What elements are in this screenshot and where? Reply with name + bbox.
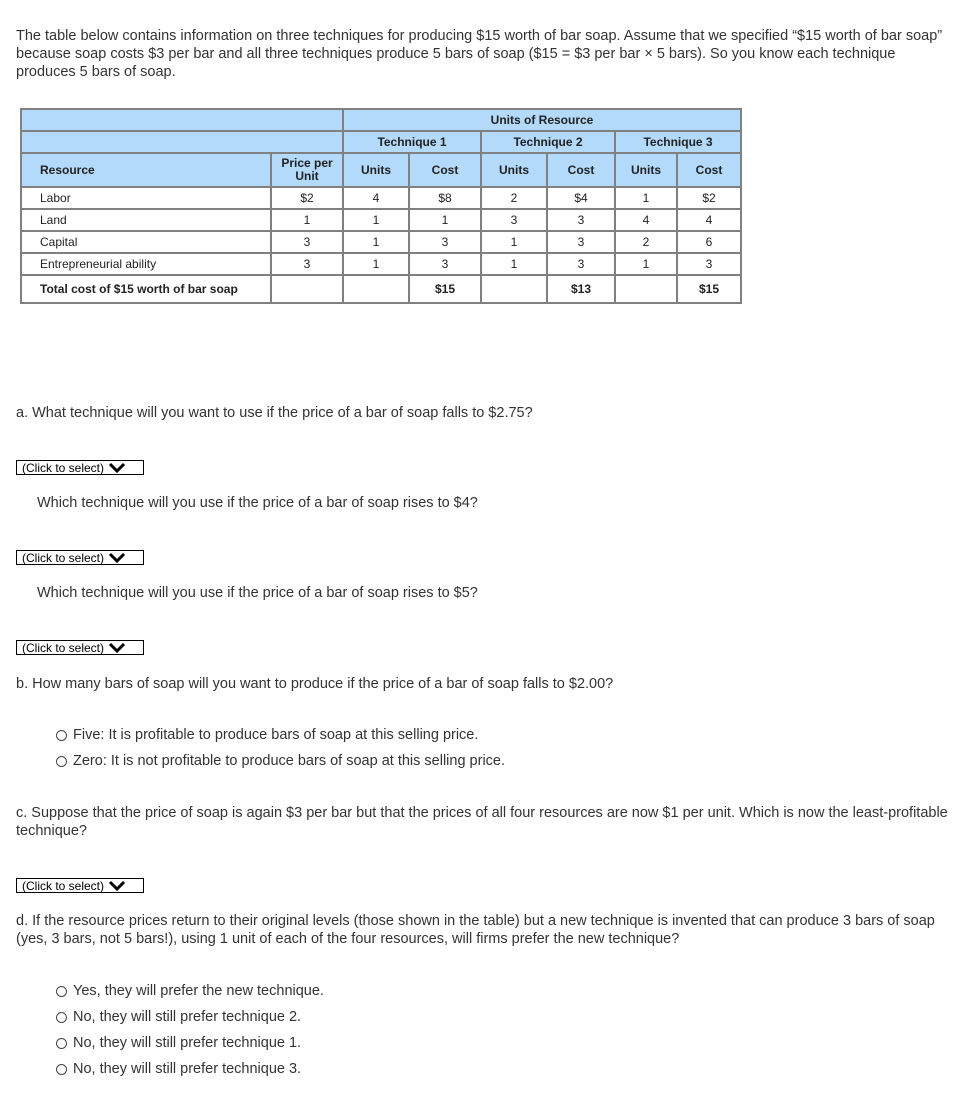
t1-units-header: Units bbox=[343, 153, 409, 187]
price-cell: 3 bbox=[271, 231, 343, 253]
resource-cell: Labor bbox=[21, 187, 271, 209]
total-t1-units-cell bbox=[343, 275, 409, 303]
t3-units-cell: 1 bbox=[615, 253, 677, 275]
header-blank bbox=[21, 109, 343, 131]
t1-cost-cell: $8 bbox=[409, 187, 481, 209]
radio-button-icon[interactable] bbox=[56, 986, 67, 997]
radio-button-icon[interactable] bbox=[56, 1064, 67, 1075]
technique-select-a-price-5[interactable] bbox=[16, 640, 144, 655]
price-cell: 3 bbox=[271, 253, 343, 275]
radio-option-d-technique-1[interactable] bbox=[56, 1034, 301, 1052]
radio-option-label: No, they will still prefer technique 3. bbox=[73, 1061, 302, 1077]
radio-option-label: Yes, they will prefer the new technique. bbox=[73, 983, 324, 999]
price-per-unit-column-header: Price per Unit bbox=[271, 153, 343, 187]
resource-cell: Entrepreneurial ability bbox=[21, 253, 271, 275]
radio-option-d-technique-3[interactable] bbox=[56, 1060, 301, 1078]
t3-cost-cell: 6 bbox=[677, 231, 741, 253]
table-row bbox=[21, 209, 741, 231]
technique-select-a-price-4[interactable] bbox=[16, 550, 144, 565]
table-row bbox=[21, 187, 741, 209]
t1-cost-cell: 3 bbox=[409, 231, 481, 253]
total-label: Total cost of $15 worth of bar soap bbox=[21, 275, 271, 303]
t3-units-cell: 2 bbox=[615, 231, 677, 253]
t2-cost-header: Cost bbox=[547, 153, 615, 187]
t1-units-cell: 1 bbox=[343, 209, 409, 231]
table-row bbox=[21, 231, 741, 253]
technique-select-a[interactable] bbox=[16, 460, 144, 475]
chevron-down-icon bbox=[108, 642, 126, 653]
radio-option-d-yes[interactable] bbox=[56, 982, 324, 1000]
t2-units-cell: 3 bbox=[481, 209, 547, 231]
chevron-down-icon bbox=[108, 462, 126, 473]
t1-units-cell: 1 bbox=[343, 231, 409, 253]
radio-option-label: No, they will still prefer technique 1. bbox=[73, 1035, 302, 1051]
t1-cost-header: Cost bbox=[409, 153, 481, 187]
t2-units-header: Units bbox=[481, 153, 547, 187]
total-t2-cost: $13 bbox=[547, 275, 615, 303]
total-t1-cost: $15 bbox=[409, 275, 481, 303]
price-cell: 1 bbox=[271, 209, 343, 231]
t1-units-cell: 1 bbox=[343, 253, 409, 275]
t3-cost-header: Cost bbox=[677, 153, 741, 187]
radio-button-icon[interactable] bbox=[56, 1012, 67, 1023]
t3-units-header: Units bbox=[615, 153, 677, 187]
radio-option-label: Five: It is profitable to produce bars of soap at this selling price. bbox=[73, 727, 479, 743]
total-price-cell bbox=[271, 275, 343, 303]
select-placeholder: (Click to select) bbox=[22, 640, 105, 655]
total-t3-units-cell bbox=[615, 275, 677, 303]
radio-option-b-five[interactable] bbox=[56, 726, 478, 744]
t3-cost-cell: $2 bbox=[677, 187, 741, 209]
table-row bbox=[21, 253, 741, 275]
t1-cost-cell: 1 bbox=[409, 209, 481, 231]
resource-table bbox=[20, 108, 742, 304]
intro-text: The table below contains information on three techniques for producing $15 worth of bar soap. Assume that we specified “$15 worth of bar soap” because soap costs $3 per bar and all three techniques produce 5 bars of soap ($15 = $3 per bar × 5 bars). So you know each technique produces 5 bars of soap. bbox=[16, 28, 943, 80]
radio-option-b-zero[interactable] bbox=[56, 752, 505, 770]
resource-cell: Capital bbox=[21, 231, 271, 253]
t2-cost-cell: 3 bbox=[547, 231, 615, 253]
radio-button-icon[interactable] bbox=[56, 1038, 67, 1049]
radio-option-label: Zero: It is not profitable to produce bars of soap at this selling price. bbox=[73, 753, 506, 769]
t3-cost-cell: 4 bbox=[677, 209, 741, 231]
total-row bbox=[21, 275, 741, 303]
question-d: d. If the resource prices return to their original levels (those shown in the table) but a new technique is invented that can produce 3 bars of soap (yes, 3 bars, not 5 bars!), using 1 unit of each of the four resources, will firms prefer the new technique? bbox=[16, 913, 935, 947]
technique-3-header: Technique 3 bbox=[615, 131, 741, 153]
select-placeholder: (Click to select) bbox=[22, 878, 105, 893]
t1-units-cell: 4 bbox=[343, 187, 409, 209]
select-placeholder: (Click to select) bbox=[22, 550, 105, 565]
technique-select-c[interactable] bbox=[16, 878, 144, 893]
t3-units-cell: 4 bbox=[615, 209, 677, 231]
question-a-price-5: Which technique will you use if the price of a bar of soap rises to $5? bbox=[37, 585, 478, 601]
question-a: a. What technique will you want to use if the price of a bar of soap falls to $2.75? bbox=[16, 405, 533, 421]
radio-option-label: No, they will still prefer technique 2. bbox=[73, 1009, 302, 1025]
t2-cost-cell: $4 bbox=[547, 187, 615, 209]
radio-option-d-technique-2[interactable] bbox=[56, 1008, 301, 1026]
technique-1-header: Technique 1 bbox=[343, 131, 481, 153]
t2-cost-cell: 3 bbox=[547, 253, 615, 275]
resource-column-header: Resource bbox=[21, 153, 271, 187]
t3-units-cell: 1 bbox=[615, 187, 677, 209]
question-b: b. How many bars of soap will you want to produce if the price of a bar of soap falls to $2.00? bbox=[16, 676, 614, 692]
t2-units-cell: 2 bbox=[481, 187, 547, 209]
t2-cost-cell: 3 bbox=[547, 209, 615, 231]
chevron-down-icon bbox=[108, 880, 126, 891]
radio-button-icon[interactable] bbox=[56, 756, 67, 767]
question-c: c. Suppose that the price of soap is again $3 per bar but that the prices of all four resources are now $1 per unit. Which is now the least-profitable technique? bbox=[16, 805, 948, 839]
select-placeholder: (Click to select) bbox=[22, 460, 105, 475]
technique-2-header: Technique 2 bbox=[481, 131, 615, 153]
t2-units-cell: 1 bbox=[481, 231, 547, 253]
radio-button-icon[interactable] bbox=[56, 730, 67, 741]
t1-cost-cell: 3 bbox=[409, 253, 481, 275]
question-a-price-4: Which technique will you use if the price of a bar of soap rises to $4? bbox=[37, 495, 478, 511]
resource-cell: Land bbox=[21, 209, 271, 231]
total-t3-cost: $15 bbox=[677, 275, 741, 303]
price-cell: $2 bbox=[271, 187, 343, 209]
t2-units-cell: 1 bbox=[481, 253, 547, 275]
header-blank bbox=[21, 131, 343, 153]
t3-cost-cell: 3 bbox=[677, 253, 741, 275]
units-of-resource-header: Units of Resource bbox=[343, 109, 741, 131]
chevron-down-icon bbox=[108, 552, 126, 563]
total-t2-units-cell bbox=[481, 275, 547, 303]
